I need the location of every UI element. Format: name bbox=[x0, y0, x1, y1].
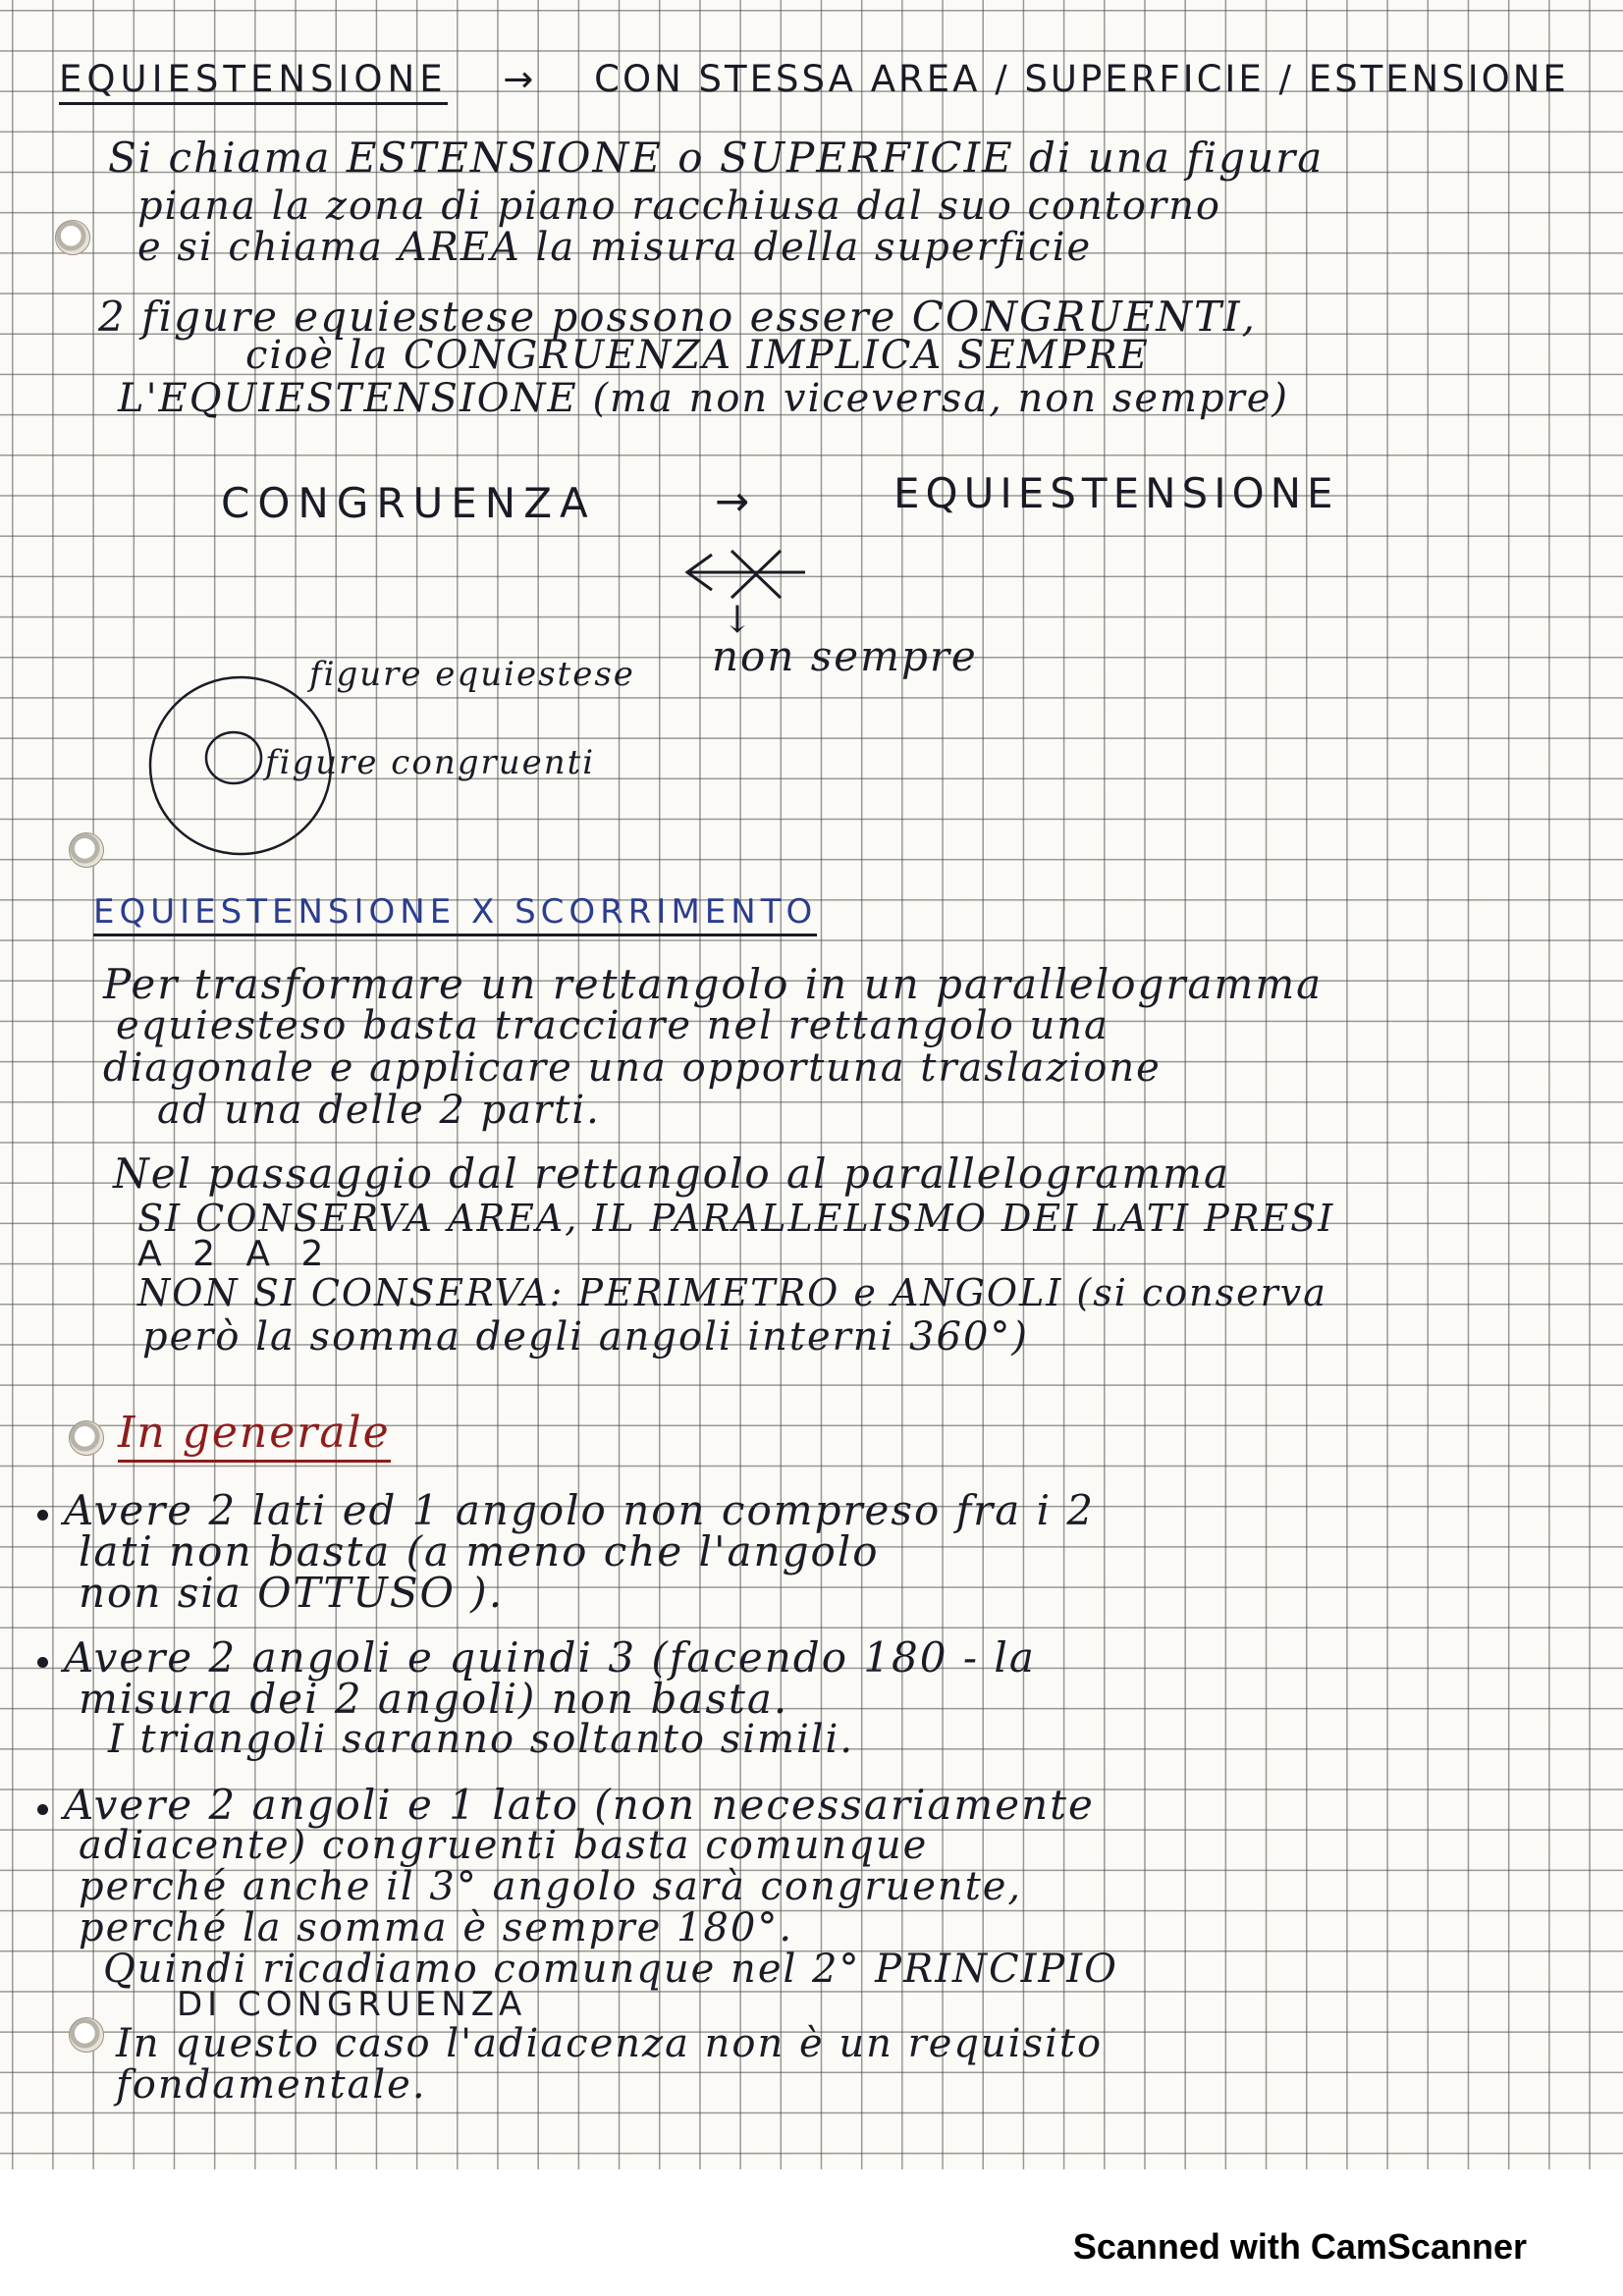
diagram-down-arrow: ↓ bbox=[722, 598, 755, 641]
bullet-dot bbox=[37, 1510, 48, 1521]
sliding-line-1: Per trasformare un rettangolo in un parallelogramma bbox=[103, 960, 1324, 1008]
diagram-congruenza: CONGRUENZA bbox=[221, 479, 596, 527]
general-bullet-1-line-3: non sia OTTUSO ). bbox=[79, 1569, 505, 1617]
diagram-equiestensione: EQUIESTENSIONE bbox=[893, 469, 1339, 517]
passage-line-2: SI CONSERVA AREA, IL PARALLELISMO DEI LATI PRESI bbox=[137, 1197, 1335, 1240]
congruence-line-2: cioè la CONGRUENZA IMPLICA SEMPRE bbox=[245, 333, 1150, 378]
passage-line-3: A 2 A 2 bbox=[137, 1234, 334, 1274]
definition-line-2: piana la zona di piano racchiusa dal suo contorno bbox=[137, 184, 1221, 229]
bullet-dot bbox=[37, 1804, 48, 1815]
general-bullet-2-line-1: Avere 2 angoli e quindi 3 (facendo 180 - la bbox=[64, 1633, 1036, 1682]
passage-line-5: però la somma degli angoli interni 360°) bbox=[142, 1314, 1030, 1360]
general-bullet-3-line-7: In questo caso l'adiacenza non è un requisito bbox=[116, 2021, 1104, 2066]
venn-outer-label: figure equiestese bbox=[309, 655, 635, 694]
section-sliding-heading: EQUIESTENSIONE X SCORRIMENTO bbox=[93, 895, 817, 929]
scanner-watermark: Scanned with CamScanner bbox=[1072, 2226, 1527, 2267]
binder-hole bbox=[69, 2017, 104, 2053]
crossed-back-arrow bbox=[677, 545, 815, 604]
general-bullet-2-line-3: I triangoli saranno soltanto simili. bbox=[108, 1717, 855, 1762]
general-bullet-1-line-1: Avere 2 lati ed 1 angolo non compreso fra i 2 bbox=[64, 1486, 1096, 1534]
diagram-forward-arrow: → bbox=[715, 477, 755, 525]
passage-line-4: NON SI CONSERVA: PERIMETRO e ANGOLI (si conserva bbox=[137, 1271, 1327, 1314]
general-bullet-3-line-1: Avere 2 angoli e 1 lato (non necessariamente bbox=[64, 1781, 1095, 1829]
passage-line-1: Nel passaggio dal rettangolo al parallelogramma bbox=[113, 1149, 1231, 1198]
venn-inner-label: figure congruenti bbox=[265, 743, 596, 782]
general-bullet-3-line-5: Quindi ricadiamo comunque nel 2° PRINCIPIO bbox=[103, 1947, 1118, 1992]
general-bullet-3-line-4: perché la somma è sempre 180°. bbox=[79, 1905, 794, 1950]
binder-hole bbox=[69, 1420, 104, 1456]
sliding-line-3: diagonale e applicare una opportuna traslazione bbox=[103, 1045, 1162, 1091]
page-title bbox=[59, 58, 1569, 100]
definition-line-3: e si chiama AREA la misura della superficie bbox=[137, 225, 1093, 270]
binder-hole bbox=[55, 220, 90, 255]
general-bullet-3-line-8: fondamentale. bbox=[116, 2062, 427, 2108]
general-bullet-1-line-2: lati non basta (a meno che l'angolo bbox=[79, 1527, 880, 1575]
title-definition: CON STESSA AREA / SUPERFICIE / ESTENSIONE bbox=[594, 58, 1569, 100]
binder-hole bbox=[69, 832, 104, 868]
definition-line-1: Si chiama ESTENSIONE o SUPERFICIE di una figura bbox=[108, 133, 1325, 182]
bullet-dot bbox=[37, 1657, 48, 1668]
sliding-line-2: equiesteso basta tracciare nel rettangolo una bbox=[116, 1003, 1109, 1048]
general-heading: In generale bbox=[118, 1412, 391, 1455]
title-arrow: → bbox=[503, 58, 539, 100]
diagram-not-always: non sempre bbox=[712, 632, 978, 680]
sliding-line-4: ad una delle 2 parti. bbox=[157, 1088, 601, 1133]
general-bullet-3-line-6: DI CONGRUENZA bbox=[177, 1985, 527, 2024]
congruence-line-3: L'EQUIESTENSIONE (ma non viceversa, non sempre) bbox=[118, 376, 1289, 421]
general-bullet-3-line-3: perché anche il 3° angolo sarà congruente, bbox=[79, 1864, 1023, 1909]
congruence-line-1: 2 figure equiestese possono essere CONGRUENTI, bbox=[98, 293, 1258, 341]
general-bullet-3-line-2: adiacente) congruenti basta comunque bbox=[79, 1823, 929, 1868]
title-main: EQUIESTENSIONE bbox=[59, 58, 448, 105]
general-bullet-2-line-2: misura dei 2 angoli) non basta. bbox=[79, 1675, 789, 1723]
